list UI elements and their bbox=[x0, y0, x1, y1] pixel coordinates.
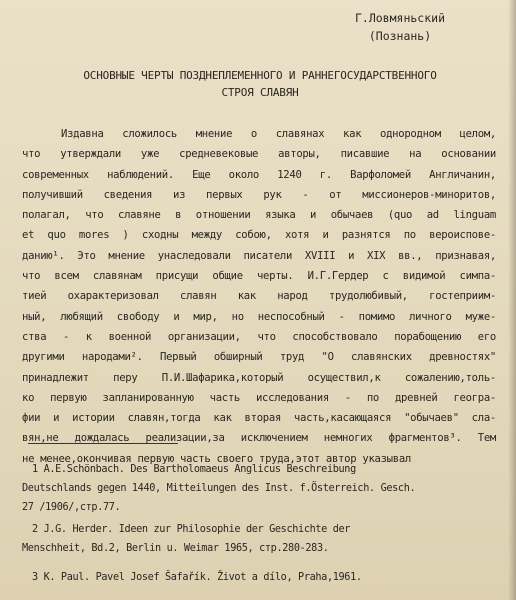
footnote-1 bbox=[22, 460, 508, 517]
author-block bbox=[330, 9, 470, 45]
body-line: тией охарактеризовал славян как народ трудолюбивый, гостеприим- bbox=[22, 290, 496, 303]
body-line: вян,не дождалась реализации,за исключением немногих фрагментов³. Тем bbox=[22, 432, 496, 445]
body-line: ный, любящий свободу и мир, но неспособный - помимо личного муже- bbox=[22, 310, 496, 323]
article-title bbox=[40, 67, 480, 101]
body-line: не менее,окончивая первую часть своего труда,этот автор указывал bbox=[22, 452, 411, 465]
body-line: получивший сведения из первых рук - от миссионеров-миноритов, bbox=[22, 188, 496, 201]
footnote-line: Deutschlands gegen 1440, Mitteilungen des Inst. f.Österreich. Gesch. bbox=[22, 483, 416, 494]
footnote-line: 27 /1906/,стр.77. bbox=[22, 502, 121, 513]
body-line: современных наблюдений. Еще около 1240 г. Варфоломей Англичанин, bbox=[22, 168, 496, 181]
body-line: что всем славянам присущи общие черты. И.Г.Гердер с видимой симпа- bbox=[22, 270, 496, 283]
footnote-line: 3 K. Paul. Pavel Josef Šafařík. Život a dílo, Praha,1961. bbox=[32, 572, 362, 583]
page-edge-shadow bbox=[508, 0, 516, 600]
footnote-2 bbox=[22, 520, 508, 558]
author-affiliation: (Познань) bbox=[368, 29, 432, 43]
title-line: ОСНОВНЫЕ ЧЕРТЫ ПОЗДНЕПЛЕМЕННОГО И РАННЕГОСУДАРСТВЕННОГО bbox=[83, 69, 437, 82]
body-line: полагал, что славяне в отношении языка и обычаев (quo ad linguam bbox=[22, 209, 496, 222]
footnote-line: 2 J.G. Herder. Ideen zur Philosophie der Geschichte der bbox=[32, 524, 351, 535]
body-line: что утверждали уже средневековые авторы, писавшие на основании bbox=[22, 148, 496, 161]
body-line: Издавна сложилось мнение о славянах как однородном целом, bbox=[61, 128, 496, 140]
body-line: ко первую запланированную часть исследования - по древней геогра- bbox=[22, 391, 496, 404]
footnote-divider bbox=[28, 443, 178, 444]
body-line: фии и истории славян,тогда как вторая часть,касающаяся "обычаев" сла- bbox=[22, 412, 496, 425]
body-line: другими народами². Первый обширный труд "О славянских древностях" bbox=[22, 351, 496, 364]
body-text bbox=[22, 124, 496, 469]
body-line: данию¹. Это мнение унаследовали писатели XVIII и XIX вв., признавая, bbox=[22, 249, 496, 262]
title-line: СТРОЯ СЛАВЯН bbox=[221, 86, 299, 99]
footnote-line: 1 A.E.Schönbach. Des Bartholomaeus Anglicus Beschreibung bbox=[32, 464, 356, 475]
author-name: Г.Ловмяньский bbox=[354, 11, 445, 25]
footnote-3 bbox=[22, 568, 508, 587]
body-line: ства - к военной организации, что способствовало порабощению его bbox=[22, 330, 496, 343]
body-line: принадлежит перу П.И.Шафарика,который осуществил,к сожалению,толь- bbox=[22, 371, 496, 384]
footnote-line: Menschheit, Bd.2, Berlin u. Weimar 1965, стр.280-283. bbox=[22, 543, 329, 554]
body-line: et quo mores ) сходны между собою, хотя и разнятся по вероиспове- bbox=[22, 229, 496, 242]
